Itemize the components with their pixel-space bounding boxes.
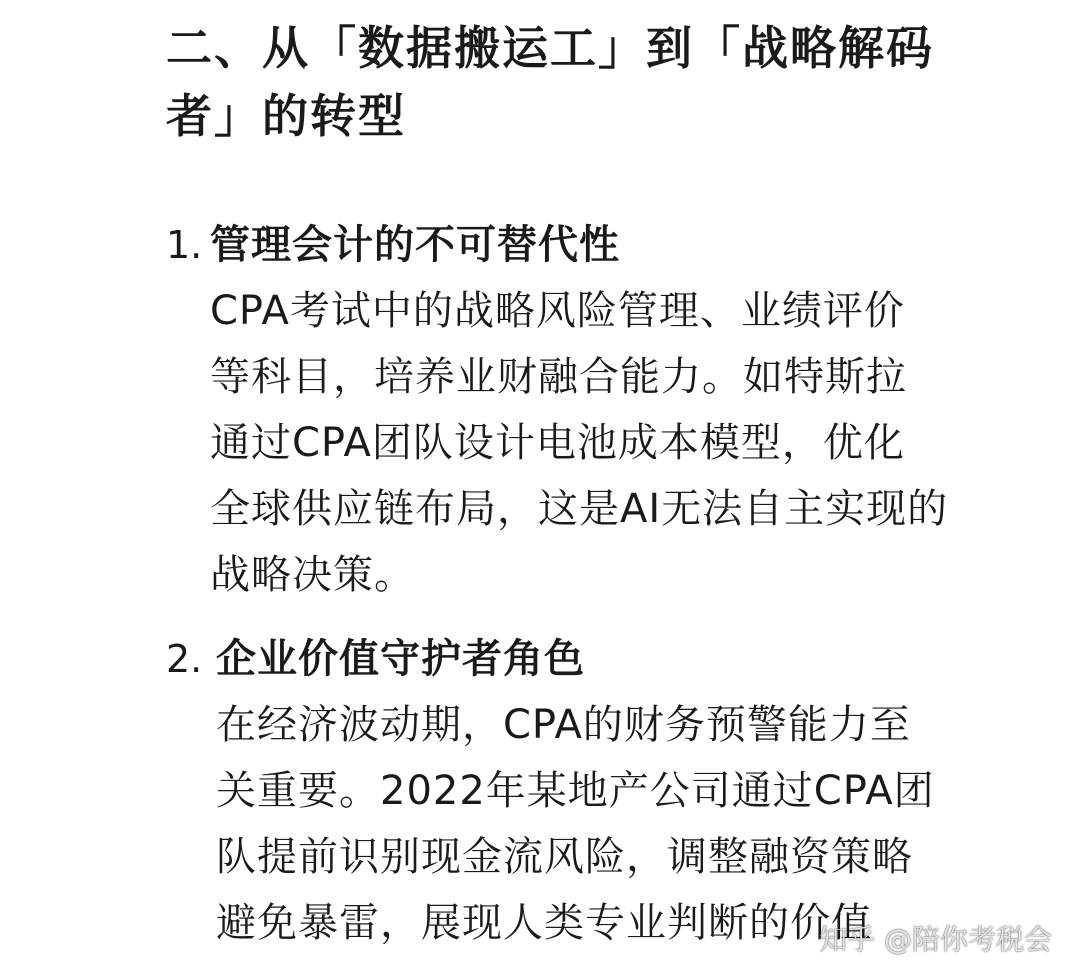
body-line: 避免暴雷，展现人类专业判断的价值	[216, 900, 872, 946]
body-line: 队提前识别现金流风险，调整融资策略	[216, 834, 913, 880]
body-line: 关重要。2022年某地产公司通过CPA团	[216, 768, 935, 814]
list-item-number: 1.	[166, 223, 203, 267]
heading-line-2: 者」的转型	[166, 89, 406, 143]
list-item-body	[216, 692, 935, 956]
list-item-number: 2.	[166, 637, 203, 681]
list-item-title: 企业价值守护者角色	[216, 636, 585, 682]
watermark: 知乎 @陪你考税会	[819, 923, 1052, 956]
body-line: 等科目，培养业财融合能力。如特斯拉	[210, 354, 907, 400]
body-line: 全球供应链布局，这是AI无法自主实现的	[210, 486, 949, 532]
body-line: 通过CPA团队设计电池成本模型，优化	[210, 420, 905, 466]
heading-line-1: 二、从「数据搬运工」到「战略解码	[166, 21, 934, 75]
body-line: 战略决策。	[210, 552, 415, 598]
section-heading	[166, 14, 1026, 150]
body-line: CPA考试中的战略风险管理、业绩评价	[210, 288, 905, 334]
list-item-body	[210, 278, 948, 608]
list-item-title: 管理会计的不可替代性	[210, 222, 620, 268]
body-line: 在经济波动期，CPA的财务预警能力至	[216, 702, 911, 748]
